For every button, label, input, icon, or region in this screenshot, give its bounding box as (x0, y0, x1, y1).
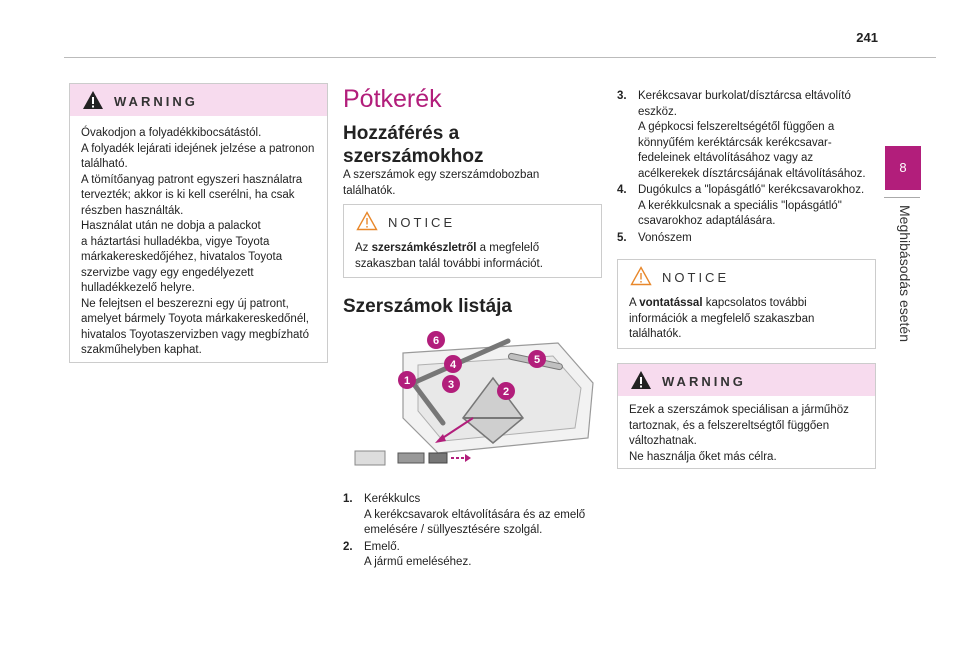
notice-right-bold: vontatással (639, 297, 703, 309)
callout-2 (497, 382, 515, 400)
section-title: Pótkerék (343, 85, 442, 113)
notice-right-line2: információk a megfelelő szakaszban (629, 312, 815, 325)
list-item-text (638, 231, 692, 247)
warning-left-line: szervizbe vagy egy engedélyezett (81, 266, 254, 279)
inset-detail (355, 451, 471, 465)
warning-left-line: részben használták. (81, 204, 184, 217)
intro-line2: találhatók. (343, 184, 396, 197)
intro-text (343, 168, 539, 199)
notice-text-right (618, 292, 875, 351)
list-item (343, 540, 603, 571)
tool-kit-illustration (343, 323, 601, 473)
callout-4 (444, 355, 462, 373)
tool-kit-drawing (343, 323, 601, 473)
list-item-text (638, 183, 864, 230)
callout-1 (398, 371, 416, 389)
list-item-line: Kerékcsavar burkolat/dísztárcsa eltávolító (638, 90, 851, 102)
list-item-line: könnyűfém keréktárcsák kerékcsavar- (638, 136, 832, 149)
chapter-title: Meghibásodás esetén (897, 205, 913, 342)
notice-text-bold: szerszámkészletről (371, 242, 477, 254)
list-item-text (364, 540, 471, 571)
list-item (617, 231, 877, 247)
warning-left-line: található. (81, 158, 128, 170)
callout-2-label: 2 (502, 386, 510, 398)
subsection-title-line1: Hozzáférés a (343, 123, 460, 144)
warning-icon (82, 90, 104, 110)
warning-text-right (618, 396, 875, 473)
warning-left-line: amelyet bármely Toyota márkakereskedőnél, (81, 313, 309, 325)
callout-3-label: 3 (447, 379, 455, 391)
list-item (617, 89, 877, 182)
list-item-line: acélkerekek dísztárcsájának eltávolításához. (638, 167, 866, 180)
list-item-line: Vonószem (638, 231, 692, 244)
callout-6-label: 6 (432, 335, 440, 347)
chapter-divider (884, 197, 920, 198)
warning-left-line: Ne felejtsen el beszerezni egy új patront, (81, 297, 289, 310)
chapter-tab[interactable]: 8 (885, 146, 921, 190)
list-item-line: Dugókulcs a "lopásgátló" kerékcsavarokhoz. (638, 184, 865, 196)
notice-label: NOTICE (388, 215, 456, 230)
warning-left-line: Használat után ne dobja a palackot (81, 220, 261, 232)
subsection-title-line2: szerszámokhoz (343, 146, 484, 167)
notice-box-middle (343, 204, 602, 278)
warning-left-line: hivatalos Toyotaszervizben vagy megbízható (81, 328, 310, 341)
notice-header-right (618, 260, 875, 292)
list-item-number: 3. (617, 90, 627, 102)
list-item-line: A kerékcsavarok eltávolítására és az emelő (364, 508, 586, 521)
list-item-line: A gépkocsi felszereltségétől függően a (638, 121, 835, 133)
warning-box-right (617, 363, 876, 469)
notice-icon (356, 211, 378, 231)
warning-left-line: a háztartási hulladékba, vigye Toyota (81, 235, 270, 248)
warning-left-line: szakműhelyben kaphat. (81, 344, 202, 356)
callout-4-label: 4 (449, 359, 457, 371)
list-item-text (638, 89, 866, 182)
notice-right-pre: A (629, 297, 640, 309)
notice-text-pre: Az (355, 242, 372, 254)
list-item-line: Emelő. (364, 540, 400, 553)
callout-5-label: 5 (533, 354, 541, 366)
warning-text (70, 116, 327, 367)
warning-right-line: Ezek a szerszámok speciálisan a járműhöz (629, 404, 849, 416)
warning-header-right (618, 364, 875, 396)
notice-right-line3: találhatók. (629, 328, 682, 340)
warning-left-line: A folyadék lejárati idejének jelzése a patronon (81, 142, 315, 155)
notice-label-right: NOTICE (662, 270, 730, 285)
warning-right-line: tartoznak, és a felszereltségtől függően (629, 419, 830, 432)
callout-1-label: 1 (403, 375, 411, 387)
list-item-line: A jármű emeléséhez. (364, 556, 472, 568)
list-item-line: A kerékkulcsnak a speciális "lopásgátló" (638, 199, 842, 212)
list-item-line: eszköz. (638, 105, 677, 118)
list-item-number: 4. (617, 184, 627, 196)
header-rule (64, 57, 936, 58)
warning-left-line: Óvakodjon a folyadékkibocsátástól. (81, 127, 262, 139)
notice-right-post: kapcsolatos további (702, 297, 807, 309)
list-item-line: csavarokhoz adaptálására. (638, 215, 776, 227)
warning-label: WARNING (114, 94, 198, 109)
list-item (343, 492, 603, 539)
notice-text (344, 237, 601, 280)
list-item-text (364, 492, 585, 539)
notice-text-post: a megfelelő (476, 242, 540, 254)
callout-3 (442, 375, 460, 393)
warning-left-line: A tömítőanyag patront egyszeri használatra (81, 173, 303, 186)
notice-header (344, 205, 601, 237)
list-item (617, 183, 877, 230)
list-item-number: 5. (617, 231, 627, 244)
tools-heading: Szerszámok listája (343, 296, 512, 317)
intro-line1: A szerszámok egy szerszámdobozban (343, 169, 540, 181)
list-item-line: emelésére / süllyesztésére szolgál. (364, 524, 543, 536)
list-item-number: 1. (343, 493, 353, 505)
warning-left-line: hulladékkezelő helyre. (81, 282, 195, 294)
list-item-number: 2. (343, 540, 353, 553)
warning-label-right: WARNING (662, 374, 746, 389)
warning-box-left (69, 83, 328, 363)
warning-icon (630, 370, 652, 390)
warning-left-line: tervezték; akkor is ki kell cserélni, ha csak (81, 189, 295, 201)
subsection-title (343, 122, 483, 168)
warning-header (70, 84, 327, 116)
notice-text-line2: szakaszban talál további információt. (355, 257, 543, 270)
list-item-line: fedeleinek eltávolításához vagy az (638, 152, 814, 164)
warning-right-line: Ne használja őket más célra. (629, 450, 777, 463)
notice-box-right (617, 259, 876, 349)
list-item-line: Kerékkulcs (364, 493, 421, 505)
warning-left-line: márkakereskedőjéhez, hivatalos Toyota (81, 251, 283, 263)
warning-right-line: változhatnak. (629, 435, 697, 447)
callout-5 (528, 350, 546, 368)
callout-6 (427, 331, 445, 349)
page-number: 241 (856, 30, 878, 45)
notice-icon (630, 266, 652, 286)
